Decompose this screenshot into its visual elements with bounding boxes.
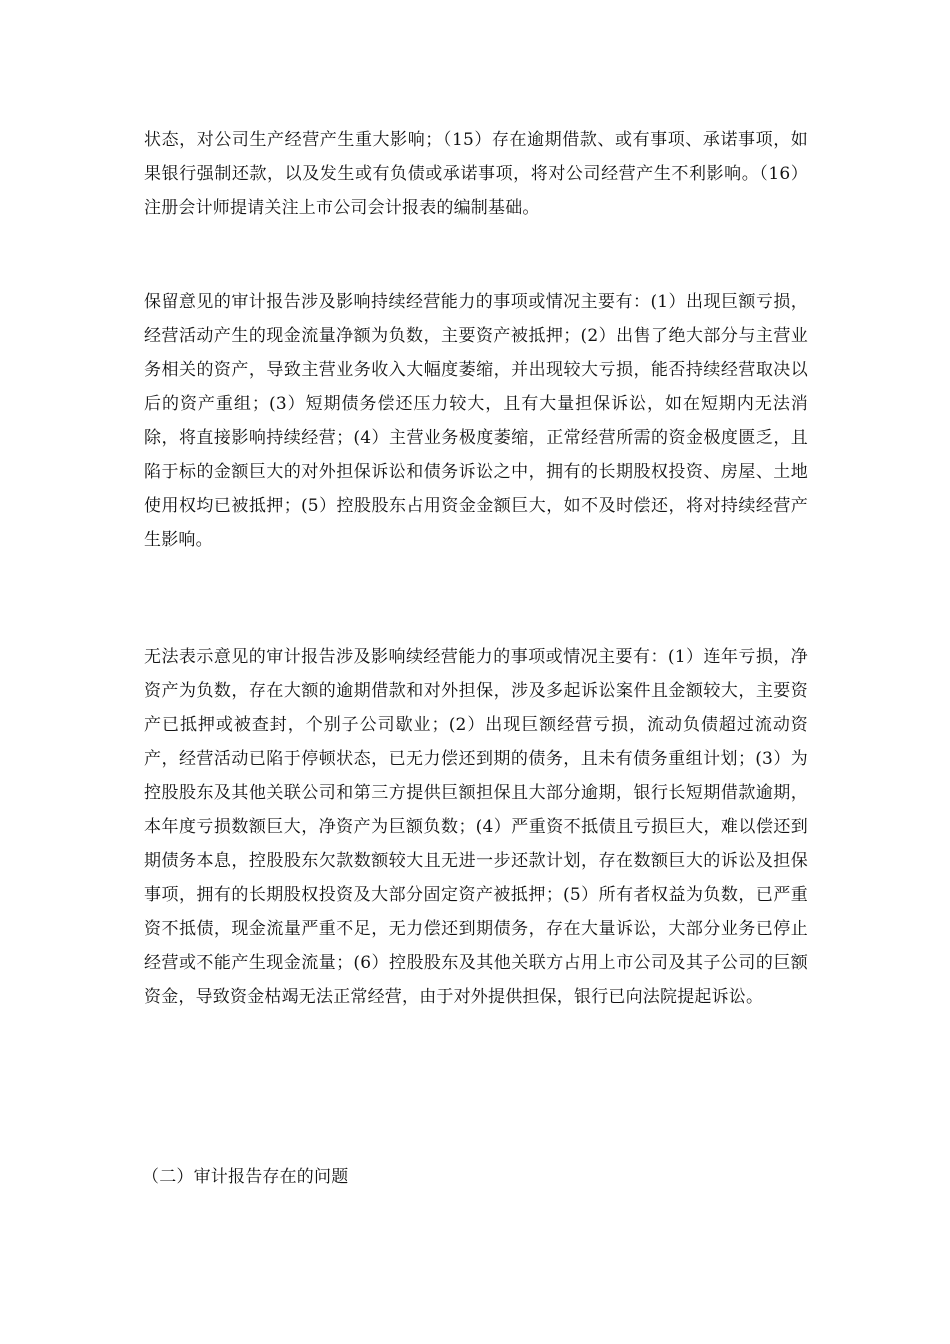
paragraph-disclaimer-opinion: 无法表示意见的审计报告涉及影响续经营能力的事项或情况主要有：(1）连年亏损，净资产为负数，存在大额的逾期借款和对外担保，涉及多起诉讼案件且金额较大，主要资产已抵押或被查封，个别子公司歇业；(2）出现巨额经营亏损，流动负债超过流动资产，经营活动已陷于停顿状态，已无力偿还到期的债务，且未有债务重组计划；(3）为控股股东及其他关联公司和第三方提供巨额担保且大部分逾期，银行长短期借款逾期，本年度亏损数额巨大，净资产为巨额负数；(4）严重资不抵债且亏损巨大，难以偿还到期债务本息，控股股东欠款数额较大且无进一步还款计划，存在数额巨大的诉讼及担保事项，拥有的长期股权投资及大部分固定资产被抵押；(5）所有者权益为负数，已严重资不抵债，现金流量严重不足，无力偿还到期债务，存在大量诉讼，大部分业务已停止经营或不能产生现金流量；(6）控股股东及其他关联方占用上市公司及其子公司的巨额资金，导致资金枯竭无法正常经营，由于对外提供担保，银行已向法院提起诉讼。 xyxy=(144,647,808,1007)
section-heading: （二）审计报告存在的问题 xyxy=(142,1167,349,1187)
paragraph-continuation: 状态，对公司生产经营产生重大影响；（15）存在逾期借款、或有事项、承诺事项，如果银行强制还款，以及发生或有负债或承诺事项，将对公司经营产生不利影响。（16）注册会计师提请关注上市公司会计报表的编制基础。 xyxy=(144,130,808,218)
paragraph-qualified-opinion: 保留意见的审计报告涉及影响持续经营能力的事项或情况主要有：(1）出现巨额亏损，经营活动产生的现金流量净额为负数，主要资产被抵押；(2）出售了绝大部分与主营业务相关的资产，导致主营业务收入大幅度萎缩，并出现较大亏损，能否持续经营取决以后的资产重组；(3）短期债务偿还压力较大，且有大量担保诉讼，如在短期内无法消除，将直接影响持续经营；(4）主营业务极度萎缩，正常经营所需的资金极度匮乏，且陷于标的金额巨大的对外担保诉讼和债务诉讼之中，拥有的长期股权投资、房屋、土地使用权均已被抵押；(5）控股股东占用资金金额巨大，如不及时偿还，将对持续经营产生影响。 xyxy=(144,292,808,550)
